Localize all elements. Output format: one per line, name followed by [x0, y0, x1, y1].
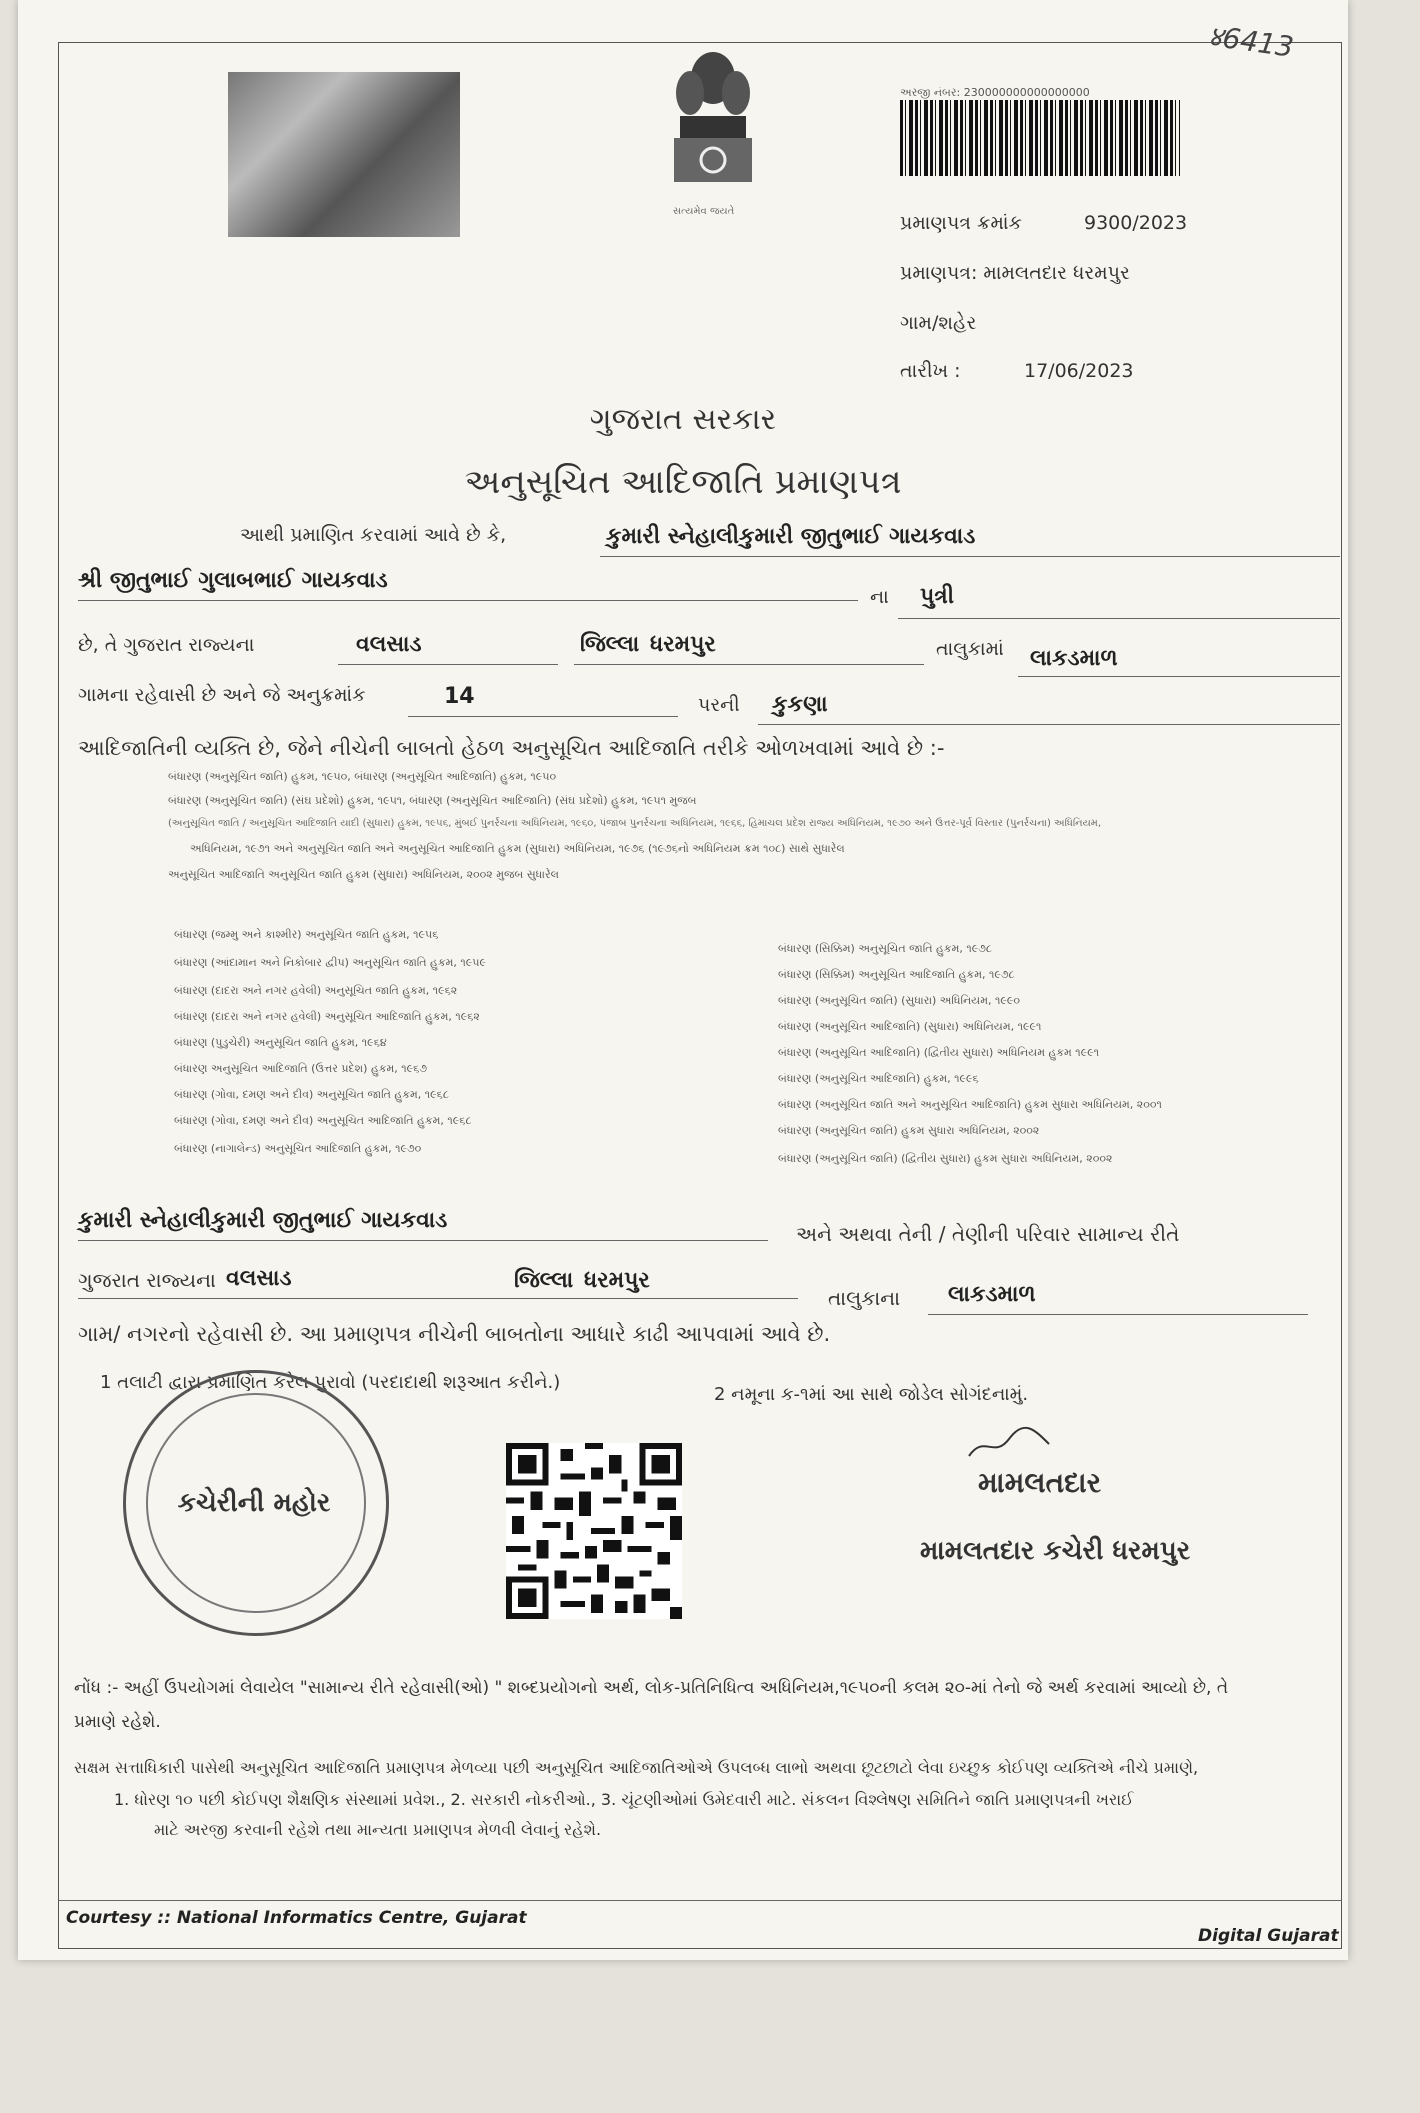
act-right: બંધારણ (અનુસૂચિત આદિજાતિ) હુકમ, ૧૯૯૬ [778, 1072, 979, 1085]
footer-courtesy: Courtesy :: National Informatics Centre, Gujarat [66, 1908, 527, 1928]
taluka-label: જિલ્લા [580, 632, 640, 657]
caste-label: પરની [698, 694, 740, 716]
cert-no-label: પ્રમાણપત્ર ક્રમાંક [900, 212, 1022, 234]
eligibility-paragraph: સક્ષમ સત્તાધિકારી પાસેથી અનુસૂચિત આદિજાતિ પ્રમાણપત્ર મેળવ્યા પછી અનુસૂચિત આદિજાતિઓએ ઉપલબ્ધ લાભો અથવા છૂટછાટો લેવા ઇચ્છુક કોઈપણ વ્યક્તિએ નીચે પ્રમાણે, [74, 1758, 1199, 1777]
caste: કુકણા [772, 692, 828, 717]
taluka: ધરમપુર [650, 632, 716, 657]
barcode [900, 100, 1180, 176]
certificate-paper [18, 0, 1348, 1960]
eligibility-item-1b: માટે અરજી કરવાની રહેશે તથા માન્યતા પ્રમાણપત્ર મેળવી લેવાનું રહેશે. [154, 1820, 602, 1839]
family-label: અને અથવા તેની / તેણીની પરિવાર સામાન્ય રીતે [796, 1222, 1180, 1246]
resident-taluka-label: જિલ્લા [514, 1268, 574, 1293]
place-label: ગામ/શહેર [900, 312, 977, 334]
serial-number: 14 [444, 684, 475, 709]
basis-1: 1 તલાટી દ્વારા પ્રમાણિત કરેલ પુરાવો (પરદાદાથી શરૂઆત કરીને.) [100, 1372, 561, 1393]
cert-no: 9300/2023 [1084, 212, 1188, 234]
act-right: બંધારણ (અનુસૂચિત જાતિ) (સુધારા) અધિનિયમ, ૧૯૯૦ [778, 994, 1020, 1007]
district: વલસાડ [356, 632, 422, 657]
act-left: બંધારણ (પુડુચેરી) અનુસૂચિત જાતિ હુકમ, ૧૯૬૪ [174, 1036, 387, 1049]
eligibility-item-1: 1. ધોરણ ૧૦ પછી કોઈપણ શૈક્ષણિક સંસ્થામાં પ્રવેશ., 2. સરકારી નોકરીઓ., 3. ચૂંટણીઓમાં ઉમેદવારી માટે. સંકલન વિશ્લેષણ સમિતિને જાતિ પ્રમાણપત્રની ખરાઈ [114, 1790, 1134, 1809]
father-name: શ્રી જીતુભાઈ ગુલાબભાઈ ગાયકવાડ [78, 568, 388, 593]
act-line: બંધારણ (અનુસૂચિત જાતિ) (સંઘ પ્રદેશો) હુકમ, ૧૯૫૧, બંધારણ (અનુસૂચિત આદિજાતિ) (સંઘ પ્રદેશો) હુકમ, ૧૯૫૧ મુજબ [168, 794, 697, 807]
relation-label: ના [870, 586, 889, 608]
seal-text: કચેરીની મહોર [177, 1488, 331, 1518]
issue-date: 17/06/2023 [1024, 360, 1134, 382]
act-left: બંધારણ અનુસૂચિત આદિજાતિ (ઉત્તર પ્રદેશ) હુકમ, ૧૯૬૭ [174, 1062, 427, 1075]
act-right: બંધારણ (અનુસૂચિત આદિજાતિ) (દ્વિતીય સુધારા) અધિનિયમ હુકમ ૧૯૯૧ [778, 1046, 1100, 1059]
act-right: બંધારણ (અનુસૂચિત જાતિ) હુકમ સુધારા અધિનિયમ, ૨૦૦૨ [778, 1124, 1040, 1137]
note-line-1: નોંધ :- અહીં ઉપયોગમાં લેવાયેલ "સામાન્ય રીતે રહેવાસી(ઓ) " શબ્દપ્રયોગનો અર્થ, લોક-પ્રતિનિધિત્વ અધિનિયમ,૧૯૫૦ની કલમ ૨૦-માં તેનો જે અર્થ કરવામાં આવ્યો છે, તે [74, 1678, 1229, 1698]
resident-district: વલસાડ [226, 1266, 292, 1291]
act-right: બંધારણ (અનુસૂચિત જાતિ અને અનુસૂચિત આદિજાતિ) હુકમ સુધારા અધિનિયમ, ૨૦૦૧ [778, 1098, 1162, 1111]
resident-taluka: ધરમપુર [584, 1268, 650, 1293]
note-line-2: પ્રમાણે રહેશે. [74, 1712, 161, 1732]
act-left: બંધારણ (નાગાલેન્ડ) અનુસૂચિત આદિજાતિ હુકમ, ૧૯૭૦ [174, 1142, 422, 1155]
gov-title: ગુજરાત સરકાર [589, 402, 777, 437]
barcode-caption: અરજી નંબર: 230000000000000000 [900, 86, 1090, 99]
national-emblem-icon [658, 38, 768, 208]
act-left: બંધારણ (દાદરા અને નગર હવેલી) અનુસૂચિત જાતિ હુકમ, ૧૯૬૨ [174, 984, 458, 997]
resident-name: કુમારી સ્નેહાલીકુમારી જીતુભાઈ ગાયકવાડ [78, 1208, 448, 1233]
act-left: બંધારણ (આંદામાન અને નિકોબાર દ્વીપ) અનુસૂચિત જાતિ હુકમ, ૧૯૫૯ [174, 956, 487, 969]
qr-code [506, 1443, 682, 1619]
act-line: અનુસૂચિત આદિજાતિ અનુસૂચિત જાતિ હુકમ (સુધારા) અધિનિયમ, ૨૦૦૨ મુજબ સુધારેલ [168, 868, 559, 881]
relation: પુત્રી [920, 584, 955, 609]
signatory-designation: મામલતદાર [978, 1466, 1102, 1499]
act-left: બંધારણ (ગોવા, દમણ અને દીવ) અનુસૂચિત આદિજાતિ હુકમ, ૧૯૬૮ [174, 1114, 472, 1127]
act-line: અધિનિયમ, ૧૯૭૧ અને અનુસૂચિત જાતિ અને અનુસૂચિત આદિજાતિ હુકમ (સુધારા) અધિનિયમ, ૧૯૭૬ (૧૯૭૬નો અધિનિયમ ક્રમ ૧૦૮) સાથે સુધારેલ [190, 842, 845, 855]
serial-label: ગામના રહેવાસી છે અને જે અનુક્રમાંક [78, 684, 366, 706]
resident-village: લાકડમાળ [948, 1282, 1036, 1307]
act-left: બંધારણ (જમ્મુ અને કાશ્મીર) અનુસૂચિત જાતિ હુકમ, ૧૯૫૬ [174, 928, 439, 941]
act-line: (અનુસૂચિત જાતિ / અનુસૂચિત આદિજાતિ યાદી (સુધારા) હુકમ, ૧૯૫૬, મુંબઈ પુનર્રચના અધિનિયમ, ૧૯૬૦, પંજાબ પુનર્રચના અધિનિયમ, ૧૯૬૬, હિમાચલ પ્રદેશ રાજ્ય અધિનિયમ, ૧૯૭૦ અને ઉત્તર-પૂર્વ વિસ્તાર (પુનર્રચના) અધિનિયમ, [168, 818, 1101, 829]
residence-statement: ગામ/ નગરનો રહેવાસી છે. આ પ્રમાણપત્ર નીચેની બાબતોના આધારે કાઢી આપવામાં આવે છે. [78, 1322, 831, 1346]
act-right: બંધારણ (અનુસૂચિત જાતિ) (દ્વિતીય સુધારા) હુકમ સુધારા અધિનિયમ, ૨૦૦૨ [778, 1152, 1113, 1165]
act-left: બંધારણ (ગોવા, દમણ અને દીવ) અનુસૂચિત જાતિ હુકમ, ૧૯૬૮ [174, 1088, 449, 1101]
resident-village-label: તાલુકાના [828, 1286, 901, 1310]
act-right: બંધારણ (સિક્કિમ) અનુસૂચિત જાતિ હુકમ, ૧૯૭૮ [778, 942, 992, 955]
certify-label: આથી પ્રમાણિત કરવામાં આવે છે કે, [240, 524, 507, 546]
tribe-statement: આદિજાતિની વ્યક્તિ છે, જેને નીચેની બાબતો હેઠળ અનુસૂચિત આદિજાતિ તરીકે ઓળખવામાં આવે છે :- [78, 736, 945, 760]
emblem-caption: સત્યમેવ જયતે [673, 206, 735, 217]
handwritten-number: ४6413 [1206, 19, 1296, 64]
issuer-label: પ્રમાણપત્ર: મામલતદાર ધરમપુર [900, 262, 1130, 284]
act-right: બંધારણ (અનુસૂચિત આદિજાતિ) (સુધારા) અધિનિયમ, ૧૯૯૧ [778, 1020, 1042, 1033]
applicant-photo [228, 72, 460, 237]
footer-digital-gujarat: Digital Gujarat [1198, 1926, 1339, 1946]
certificate-title: અનુસૂચિત આદિજાતિ પ્રમાણપત્ર [464, 462, 902, 502]
signature-mark [964, 1424, 1054, 1464]
signatory-office: મામલતદાર કચેરી ધરમપુર [920, 1536, 1191, 1566]
applicant-name: કુમારી સ્નેહાલીકુમારી જીતુભાઈ ગાયકવાડ [606, 524, 976, 549]
act-line: બંધારણ (અનુસૂચિત જાતિ) હુકમ, ૧૯૫૦, બંધારણ (અનુસૂચિત આદિજાતિ) હુકમ, ૧૯૫૦ [168, 770, 557, 783]
village: લાકડમાળ [1030, 646, 1118, 671]
act-left: બંધારણ (દાદરા અને નગર હવેલી) અનુસૂચિત આદિજાતિ હુકમ, ૧૯૬૨ [174, 1010, 480, 1023]
act-right: બંધારણ (સિક્કિમ) અનુસૂચિત આદિજાતિ હુકમ, ૧૯૭૮ [778, 968, 1015, 981]
date-label: તારીખ : [900, 360, 961, 382]
basis-2: 2 નમૂના ક-૧માં આ સાથે જોડેલ સોગંદનામું. [714, 1384, 1029, 1405]
village-label: તાલુકામાં [936, 638, 1004, 660]
resident-state-label: ગુજરાત રાજ્યના [78, 1268, 216, 1292]
state-label: છે, તે ગુજરાત રાજ્યના [78, 634, 255, 656]
